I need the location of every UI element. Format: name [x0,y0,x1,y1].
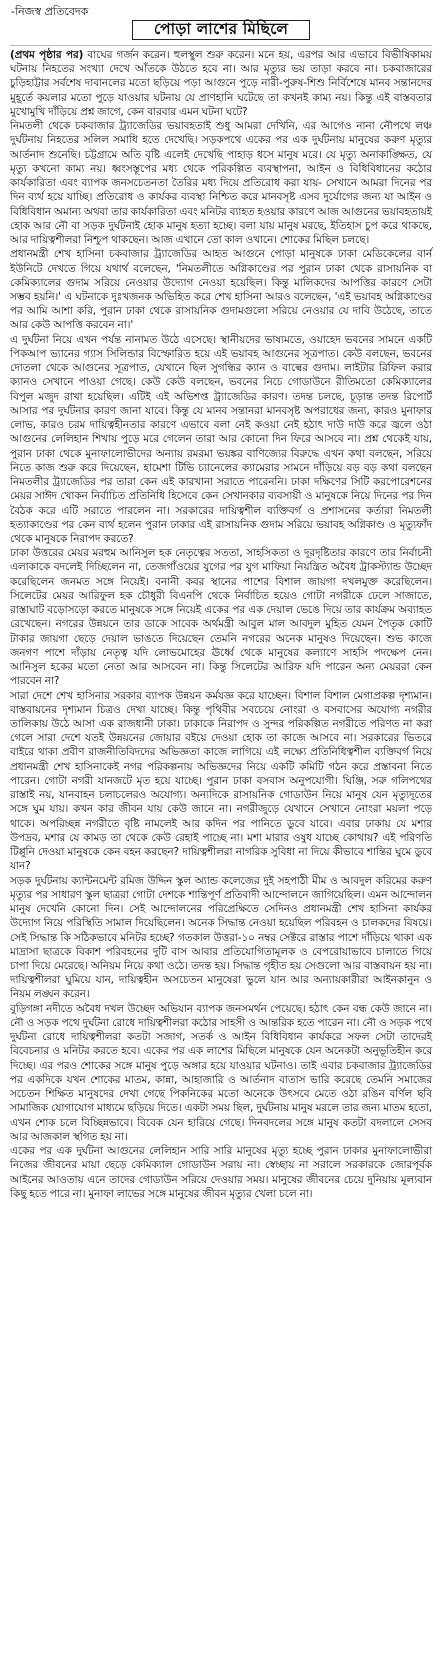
article-paragraph: এ দুর্ঘটনা নিয়ে এখন পর্যন্ত নানামত উঠে এসেছে। স্থানীয়দের ভাষ্যমতে, ওয়াহেদ ভবনের সামনে একটি পিকআপ ভ্যানের গ্যাস সিলিন্ডার বিস্ফোরিত হয়ে এই ভয়াবহ আগুনের সূত্রপাত। কেউ বলছেন, ভবনের দোতলা থেকে আগুনের সূত্রপাত, যেখানে ছিল সুগন্ধির ক্যান ও বাল্বের গুদাম। লাইটার রিফিল করার ক্যানও সেখানে পাওয়া গেছে। কেউ কেউ বলছেন, ভবনের নিচে গোডাউনে রীতিমতো কেমিক্যালের বিপুল মজুদ রাখা হয়েছিল। এটিই এই অভিশপ্ত ট্র্যাজেডির কারণ। তদন্ত চলছে, চূড়ান্ত তদন্ত রিপোর্ট আসার পর দুর্ঘটনার কারণ জানা যাবে। কিন্তু যে মানব সন্তানরা মানবসৃষ্ট অপরাধের জন্য, কারও মুনাফার লোভ, কারও চরম দায়িত্বহীনতার কারণে এভাবে বলা নেই কওয়া নেই হঠাৎ দাউ দাউ করে জ্বলে ওঠা আগুনের লেলিহান শিখায় পুড়ে মরে গেলেন তারা আর কোনো দিন ফিরে আসবে না। প্রশ্ন থেকেই যায়, পুরান ঢাকা থেকে মুনাফালোভীদের অন্যায় রমরমা ভয়ঙ্কর বাণিজ্যের বিরুদ্ধে এখন কথা বলছেন, সরিয়ে নিতে কাজ শুরু করে দিয়েছেন, হামেশা টিভি চ্যানেলের ক্যামেরার সামনে দাঁড়িয়ে বড় বড় কথা বলছেন নিমতলীর ট্র্যাজেডির পর তারা কেন এই কারখানা সরাতে পারেননি। ঢাকা দক্ষিণের সিটি করপোরেশনের মেয়র সাঈদ খোকন নির্বাচিত প্রতিনিধি হিসেবে কেন সেখানকার ব্যবসায়ী ও মানুষকে নিয়ে দিনের পর দিন বৈঠক করে এটি সরাতে পারলেন না। সরকারের দায়িত্বশীল ব্যক্তিবর্গ ও প্রশাসনের কর্তারা নিমতলী হত্যাকাণ্ডের পর কেন ব্যর্থ হলেন পুরান ঢাকার এই রাসায়নিক গুদাম সরিয়ে ভয়াবহ অগ্নিকাণ্ড ও মৃত্যুফাঁদ থেকে মানুষকে নিরাপদ করতে? [10,333,432,545]
continuation-tag: (প্রথম পৃষ্ঠার পর) [10,49,84,61]
byline: -নিজস্ব প্রতিবেদক [11,5,89,18]
article-paragraph: একের পর এক দুর্ঘটনা আগুনের লেলিহান সারি সারি মানুষের মৃত্যু হচ্ছে পুরান ঢাকার মুনাফালোভীরা নিজের জীবনের মায়া ছেড়ে কেমিক্যাল গোডাউন সরায় না। স্বেচ্ছায় না সরালে সরকারকে জোরপূর্বক আইনের আওতায় এনে তাদের গোডাউন সরিয়ে দেওয়ার সময়। মানুষের জীবনের চেয়ে দুনিয়ায় মূল্যবান কিছু হতে পারে না। মুনাফা লাভের সঙ্গে মানুষের জীবন মৃত্যুর খেলা চলে না। [10,1145,432,1200]
article-paragraph: প্রধানমন্ত্রী শেখ হাসিনা চকবাজার ট্র্যাজেডির আহত আগুনে পোড়া মানুষকে ঢাকা মেডিকেলের বার্ন ইউনিটে দেখতে গিয়ে যথার্থ বলেছেন, 'নিমতলীতে অগ্নিকাণ্ডের পর পুরান ঢাকা থেকে রাসায়নিক বা কেমিক্যালের গুদাম সরিয়ে নেওয়ার উদ্যোগ নেওয়া হয়েছিল। কিন্তু মালিকদের আপত্তির কারণে সেটা সম্ভব হয়নি।' এ ঘটনাকে দুঃখজনক অভিহিত করে শেখ হাসিনা আরও বলেছেন, 'এই ভয়াবহ অগ্নিকাণ্ডের পর আমি আশা করি, পুরান ঢাকা থেকে রাসায়নিক গুদামগুলো সরিয়ে নেওয়ার যে দাবি উঠেছে, তাতে আর কেউ আপত্তি করবেন না।' [10,248,432,332]
article-paragraph: সড়ক দুর্ঘটনায় ক্যান্টনমেন্ট রমিজ উদ্দিন স্কুল অ্যান্ড কলেজের দুই সহপাঠী মীম ও আবদুল করিমের করুণ মৃত্যুর পর সাধারণ স্কুল ছাত্ররা গোটা দেশকে শান্তিপূর্ণ প্রতিবাদী আন্দোলনে জাগিয়েছিল। এমন আন্দোলন মানুষ দেখেনি কোনো দিন। সেই আন্দোলনের পরিপ্রেক্ষিতে সেদিনও প্রধানমন্ত্রী শেখ হাসিনা কার্যকর উদ্যোগ নিয়ে পরিস্থিতি সামাল দিয়েছিলেন। অনেক সিদ্ধান্ত নেওয়া হয়েছিল পরিবহন ও চালকদের বিষয়ে। সেই সিদ্ধান্ত কি সঠিকভাবে মনিটর হচ্ছে? গতকাল উত্তরা-১০ নম্বর সেক্টরে রাস্তার পাশে দাঁড়িয়ে থাকা এক মাদ্রাসা ছাত্রকে বিকাশ পরিবহনের দুটি বাস আবার প্রতিযোগিতামূলক ও বেপরোয়াভাবে চালাতে গিয়ে চাপা দিয়ে মেরেছে। অনিয়ম নিয়ে কথা ওঠে। তদন্ত হয়। সিদ্ধান্ত গৃহীত হয় সেগুলো আর বাস্তবায়ন হয় না। দায়িত্বশীলরা ঘুমিয়ে যান, দায়িত্বহীন অসচেতন মানুষেরা ভুলে যান আর অন্যায়কারীরা আইনকানুন ও নিয়ম লঙ্ঘন করেন। [10,874,432,1001]
article-paragraph: নিমতলী থেকে চকবাজার ট্র্যাজেডির ভয়াবহতাই শুধু আমরা দেখিনি, এর আগেও নানা নৌপথে লঞ্চ দুর্ঘটনায় নিহতের সলিল সমাধি হতে দেখেছি। সড়কপথে একের পর এক দুর্ঘটনায় মানুষের করুণ মৃত্যুর আর্তনাদ শুনেছি। চট্টগ্রামে অতি বৃষ্টি এলেই দেখেছি পাহাড় ধসে মানুষ মরে। যে মৃত্যু অনাকাঙ্ক্ষিত, যে মৃত্যু কখনো কাম্য নয়। ধ্বংসস্তূপের মধ্য থেকে পরিকল্পিত ব্যবস্থাপনা, আইন ও বিধিবিধানের কঠোর কার্যকারিতা এবং ব্যাপক জনসচেতনতা তৈরির মধ্য দিয়ে প্রতিরোধ করা যায়- সেখানে আমরা দিনের পর দিন ব্যর্থ হয়ে যাচ্ছি। প্রতিরোধ ও কার্যকর ব্যবস্থা নিশ্চিত করে মানবসৃষ্ট এসব দুর্যোগের জন্য যা আইন ও বিধিবিধান অমান্য অথবা তার কার্যকারিতা এবং মনিটর ব্যাহত হওয়ার কারণে আজ আগুনের ভয়াবহতায়ই হোক আর নৌ বা সড়ক দুর্ঘটনাই হোক মানুষ হত্যা হচ্ছে। বলা যায় মানুষ মরছে, ইতিহাস চুপ করে থাকছে, আর দায়িত্বশীলরা নিশ্চুপ থাকছেন। আজ এখানে তো কাল ওখানে। শোকের মিছিল চলছে। [10,120,432,247]
headline: পোড়া লাশের মিছিলে [132,20,310,40]
article-body [10,45,432,1201]
article-paragraph: সারা দেশে শেখ হাসিনার সরকার ব্যাপক উন্নয়ন কর্মযজ্ঞ করে যাচ্ছেন। বিশাল বিশাল মেগাপ্রকল্প দৃশ্যমান। বাস্তবায়নের দৃশ্যমান চিত্রও দেখা যাচ্ছে। কিন্তু পৃথিবীর সবচেয়ে নোংরা ও বসবাসের অযোগ্য নগরীর তালিকায় উঠে আসা এক রাজধানী ঢাকা। ঢাকাকে নিরাপদ ও সুন্দর পরিকল্পিত নগরীতে পরিণত না করা গেলে সারা দেশে যতই উন্নয়নের জোয়ার বইয়ে দেওয়া হোক তা কাজে আসবে না। সরকারের ভিতরে বাইরে থাকা প্রবীণ রাজনীতিবিদদের অভিজ্ঞতা কাজে লাগিয়ে এই লক্ষ্যে প্রতিনিধিত্বশীল ব্যক্তিবর্গ নিয়ে প্রধানমন্ত্রী শেখ হাসিনাকেই নগর পরিকল্পনায় অভিজ্ঞদের নিয়ে একটি কমিটি গঠন করে প্রস্তাবনা নিতে পারেন। গোটা নগরী যানজটে মৃত হয়ে যাচ্ছে। পুরান ঢাকা বসবাস অনুপযোগী। ঘিঞ্জি, সরু গলিপথের রাস্তাই নয়, যানবাহন চলাচলেরও অযোগ্য। অন্যদিকে রাসায়নিক গোডাউন নিয়ে মানুষ যেন মৃত্যুদূতের সঙ্গে ঘুম যায়। কখন কার জীবন যায় কেউ জানে না। নগরীজুড়ে যেখানে সেখানে নোংরা ময়লা পড়ে থাকে। অপরিচ্ছন্ন নগরীতে বৃষ্টি নামলেই আর কদিন পর পানিতে ডুবে যাবে। এবার ঢাকায় যে মশার উপদ্রব, মশার যে কামড় তা থেকে কেউ রেহাই পাচ্ছে না। মশা মারার ওষুধ যাচ্ছে কোথায়? এই পরিণতি টিপ্পুনি দেওয়া মানুষকে কেন বহন করছেন? দায়িত্বশীলরা নাগরিক সুবিধা না দিয়ে কীভাবে শান্তির ঘুমে ডুবে যান? [10,689,432,873]
article-paragraph [10,48,432,119]
article-paragraph: বুড়িগঙ্গা নদীতে অবৈধ দখল উচ্ছেদ অভিযান ব্যাপক জনসমর্থন পেয়েছে। হঠাৎ কেন বন্ধ কেউ জানে না। নৌ ও সড়ক পথে দুর্ঘটনা রোধে দায়িত্বশীলরা কঠোর সাহসী ও আন্তরিক হতে পারেন না। নৌ ও সড়ক পথে দুর্ঘটনা রোধে দায়িত্বশীলরা কতটা সজাগ, সতর্ক ও আইন বিধিবিধান কার্যকরে সফল সেটা তাদেরই বিবেচনার ও মনিটর করতে হবে। একের পর এক লাশের মিছিলে মানুষকে যেন অনেকটা অনুভূতিহীন করে দিচ্ছে। এর পরও শোকের সঙ্গে মানুষ পুড়ে অঙ্গার হয়ে যাওয়ার ঘটনাও। তাই এবার চকবাজার ট্র্যাজেডির পর একদিকে যখন শোকের মাতম, কান্না, আহাজারি ও আর্তনাদ বাতাস ভারি করেছে তেমনি সমাজের সচেতন শিক্ষিত মানুষদের দেখা গেছে পিকনিকের মতো অনেকে উৎসবে মেতে ওঠা রঙিন বর্ণিল ছবি সামাজিক যোগাযোগ মাধ্যমে ছড়িয়ে দিতে। একটা সময় ছিল, দুর্ঘটনায় মানুষ মরলে তার জন্য মাতম হতো, এখন শোক চলে বিচ্ছিন্নভাবে। বিবেক যেন হারিয়ে গেছে। দিনবদলের সঙ্গে মানুষ কতটা বদলালে সেসব আর আজকাল স্থগিত হয় না। [10,1002,432,1143]
article-paragraph: ঢাকা উত্তরের মেয়র মরহুম আনিসুল হক নেতৃত্বের সততা, সাহসিকতা ও দূরদৃষ্টিতার কারণে তার নির্বাচনী এলাকাকে বদলেই দিচ্ছিলেন না, তেজগাঁওয়ের যুগের পর যুগ মাফিয়া নিয়ন্ত্রিত অবৈধ ট্রাকস্ট্যান্ড উচ্ছেদ করেছিলেন জনমত সঙ্গে নিয়েই। বনানী কবর স্থানের পাশের বিশাল জায়গা দখলমুক্ত করেছিলেন। সিলেটের মেয়র আরিফুল হক চৌধুরী বিএনপি থেকে নির্বাচিত হয়েও গোটা নগরীকে ঢেলে সাজাতে, রাস্তাঘাট বড়োসড়ো করতে মানুষকে সঙ্গে নিয়েই একের পর এক দেয়াল ভেঙে দিয়ে তার কার্যক্রম অব্যাহত রেখেছেন। নগরের উন্নয়নে তার ডাকে সাবেক অর্থমন্ত্রী আবুল মাল আবদুল মুহিত যেমন পৈতৃক কোটি টাকার জায়গা ছেড়ে দেয়াল ভাঙতে দিয়েছেন তেমনি নগরের অনেক মানুষও দিয়েছেন। শুভ কাজে জনগণ পাশে দাঁড়ায় নেতৃত্ব যদি লোভমোহের ঊর্ধ্বে থেকে মানুষের কল্যাণে সাহসি পদক্ষেপ নেন। আনিসুল হকের মতো নেতা আর আসবেন না। কিন্তু সিলেটের আরিফ যদি পারেন অন্য মেয়ররা কেন পারবেন না? [10,547,432,688]
paragraph-text: বাঘের গর্জন করেন। হুলস্থুল শুরু করেন। মনে হয়, এরপর আর এভাবে বিভীষিকাময় ঘটনায় নিহতের সংখ্যা দেখে আঁতকে উঠতে হবে না। আর মৃত্যুর ভয় তাড়া করবে না। চকবাজারের চুড়িহাট্টার সর্বশেষ দাবানলের মতো ছড়িয়ে পড়া আগুনে পুড়ে নারী-পুরুষ-শিশু নির্বিশেষে মানব সন্তানদের মুহূর্তে কয়লার মতো পুড়ে যাওয়ার ঘটনায় যে প্রাণহানি ঘটেছে তা কখনই কাম্য নয়। কিন্তু এই বাস্তবতার মুখোমুখি দাঁড়িয়ে প্রশ্ন জাগে, কেন বারবার এমন ঘটনা ঘটে? [10,49,432,118]
